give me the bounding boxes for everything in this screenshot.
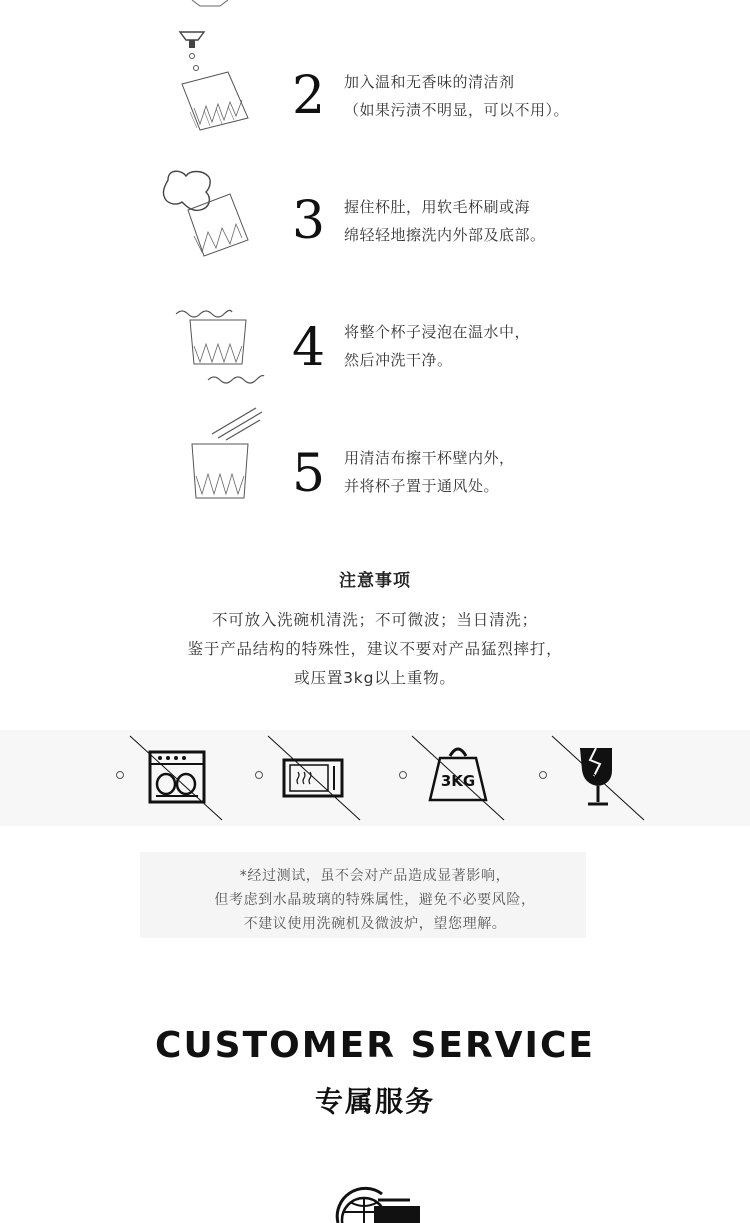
notice-body — [0, 606, 750, 693]
customer-service-subtitle: 专属服务 — [314, 1085, 435, 1118]
step-line: 将整个杯子浸泡在温水中， — [344, 323, 531, 341]
bullet-dot — [539, 771, 547, 779]
bullet-dot — [116, 771, 124, 779]
globe-shipping-icon — [330, 1180, 430, 1223]
notice-line: 或压置3kg以上重物。 — [294, 669, 456, 687]
step-description — [344, 193, 546, 249]
cup-drying-illustration — [186, 404, 266, 504]
notice-line: 鉴于产品结构的特殊性，建议不要对产品猛烈摔打， — [187, 640, 563, 658]
step-number: 2 — [292, 66, 326, 126]
bullet-dot — [255, 771, 263, 779]
step-number: 4 — [292, 318, 326, 378]
step-line: 加入温和无香味的清洁剂 — [344, 73, 515, 91]
step-line: 然后冲洗干净。 — [344, 351, 453, 369]
step-line: 并将杯子置于通风处。 — [344, 477, 500, 495]
note-line: 不建议使用洗碗机及微波炉，望您理解。 — [243, 916, 507, 932]
step-number: 3 — [292, 191, 326, 251]
notice-line: 不可放入洗碗机清洗；不可微波；当日清洗； — [211, 611, 538, 629]
notice-title: 注意事项 — [339, 571, 411, 591]
cup-partial-illustration — [190, 0, 230, 8]
note-line: *经过测试，虽不会对产品造成显著影响， — [239, 868, 511, 884]
bullet-dot — [399, 771, 407, 779]
step-number: 5 — [292, 444, 326, 504]
step-line: 用清洁布擦干杯壁内外， — [344, 449, 515, 467]
customer-service-title: CUSTOMER SERVICE — [155, 1025, 595, 1066]
broken-glass-icon — [550, 734, 646, 822]
step-description — [344, 68, 569, 124]
microwave-icon — [266, 734, 362, 822]
step-line: （如果污渍不明显，可以不用）。 — [344, 101, 570, 119]
step-line: 握住杯肚，用软毛杯刷或海 — [344, 198, 531, 216]
step-description — [344, 444, 515, 500]
dishwasher-icon — [128, 734, 224, 822]
step-description — [344, 318, 530, 374]
cup-sponge-illustration — [160, 166, 252, 262]
step-line: 绵轻轻地擦洗内外部及底部。 — [344, 226, 546, 244]
cup-detergent-illustration — [170, 28, 260, 134]
weight-label: 3KG — [440, 772, 476, 790]
note-line: 但考虑到水晶玻璃的特殊属性，避免不必要风险， — [214, 892, 536, 908]
note-text — [0, 864, 750, 936]
cup-soaking-illustration — [172, 300, 268, 392]
weight-icon — [410, 734, 506, 822]
